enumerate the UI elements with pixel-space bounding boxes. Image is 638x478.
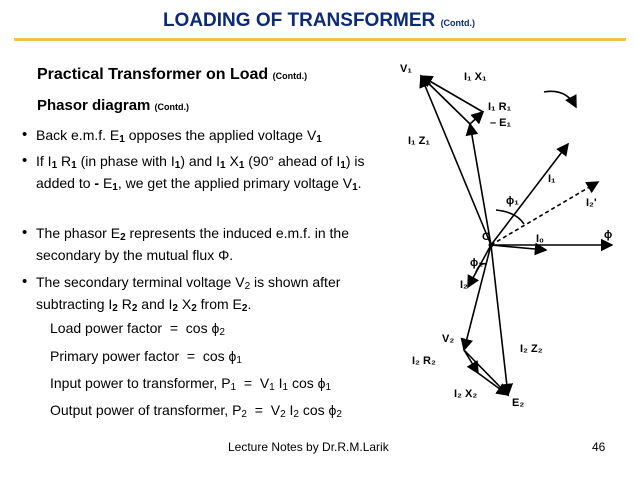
label-phi1: ϕ₁: [506, 195, 519, 207]
bullet-text: Back e.m.f. $E_1$ opposes the applied voltage $V_1$: [36, 127, 322, 145]
label-v2: V₂: [442, 333, 455, 345]
bullet-dot: •: [22, 224, 28, 241]
label-i2z2: I₂ Z₂: [520, 343, 543, 355]
label-i1x1: I₁ X₁: [464, 71, 487, 83]
label-e2: E₂: [512, 397, 525, 409]
label-i1: I₁: [548, 173, 556, 185]
label-i2x2: I₂ X₂: [454, 388, 478, 400]
label-neg-e1: – E₁: [490, 117, 512, 129]
phasor-v1: [421, 76, 491, 245]
rotation-arrow: [544, 91, 576, 107]
bullet-dot: •: [22, 126, 28, 143]
label-i2r2: I₂ R₂: [412, 355, 436, 367]
phasor-diagram: [398, 52, 622, 412]
label-phi2: ϕ₂: [470, 257, 484, 269]
sub-heading: Phasor diagram (Contd.): [37, 97, 190, 114]
page-number: 46: [592, 440, 606, 454]
label-phi: ϕ: [604, 229, 613, 241]
title-underline: [14, 38, 626, 41]
label-i1r1: I₁ R₁: [488, 101, 512, 113]
load-power-factor: Load power factor = $\cos \phi_2$: [50, 320, 225, 338]
footer-credit: Lecture Notes by Dr.R.M.Larik: [228, 440, 389, 454]
phasor-i2x2: [478, 373, 508, 395]
output-power-formula: Output power of transformer, $P_2 = V_2$ $I_2$ $\cos \phi_2$: [50, 402, 342, 420]
phasor-i1r1: [470, 112, 483, 124]
phasor-e2: [491, 245, 508, 395]
bullet-dot: •: [22, 273, 28, 290]
phasor-neg-e1: [470, 124, 491, 245]
bullet-text: If $I_1$ $R_1$ (in phase with $I_1$) and $I_1$ $X_1$ (90° ahead of $I_1$) is added to - $E_1$, we get the applied primary voltage $V_1$.: [36, 153, 365, 193]
arc-phi1: [496, 210, 524, 224]
primary-power-factor: Primary power factor = $\cos \phi_1$: [50, 348, 242, 366]
bullet-text: The secondary terminal voltage $V_2$ is shown after subtracting $I_2$ $R_2$ and $I_2$ $X_2$ from $E_2$.: [36, 274, 341, 314]
input-power-formula: Input power to transformer, $P_1 = V_1$ $I_1$ $\cos \phi_1$: [50, 375, 332, 393]
bullet-text: The phasor $E_2$ represents the induced e.m.f. in the secondary by the mutual flux Φ.: [36, 225, 349, 263]
label-i2-prime: I₂': [586, 197, 597, 209]
phasor-i2-prime: [491, 182, 598, 245]
label-v1: V₁: [400, 63, 412, 75]
phasor-i1: [491, 144, 568, 245]
label-i1z1: I₁ Z₁: [408, 135, 430, 147]
slide-title: LOADING OF TRANSFORMER (Contd.): [162, 10, 476, 31]
label-i0: I₀: [536, 233, 545, 245]
bullet-dot: •: [22, 152, 28, 169]
label-i2: I₂: [460, 279, 468, 291]
section-heading: Practical Transformer on Load (Contd.): [37, 66, 308, 83]
label-o: O: [482, 231, 491, 243]
